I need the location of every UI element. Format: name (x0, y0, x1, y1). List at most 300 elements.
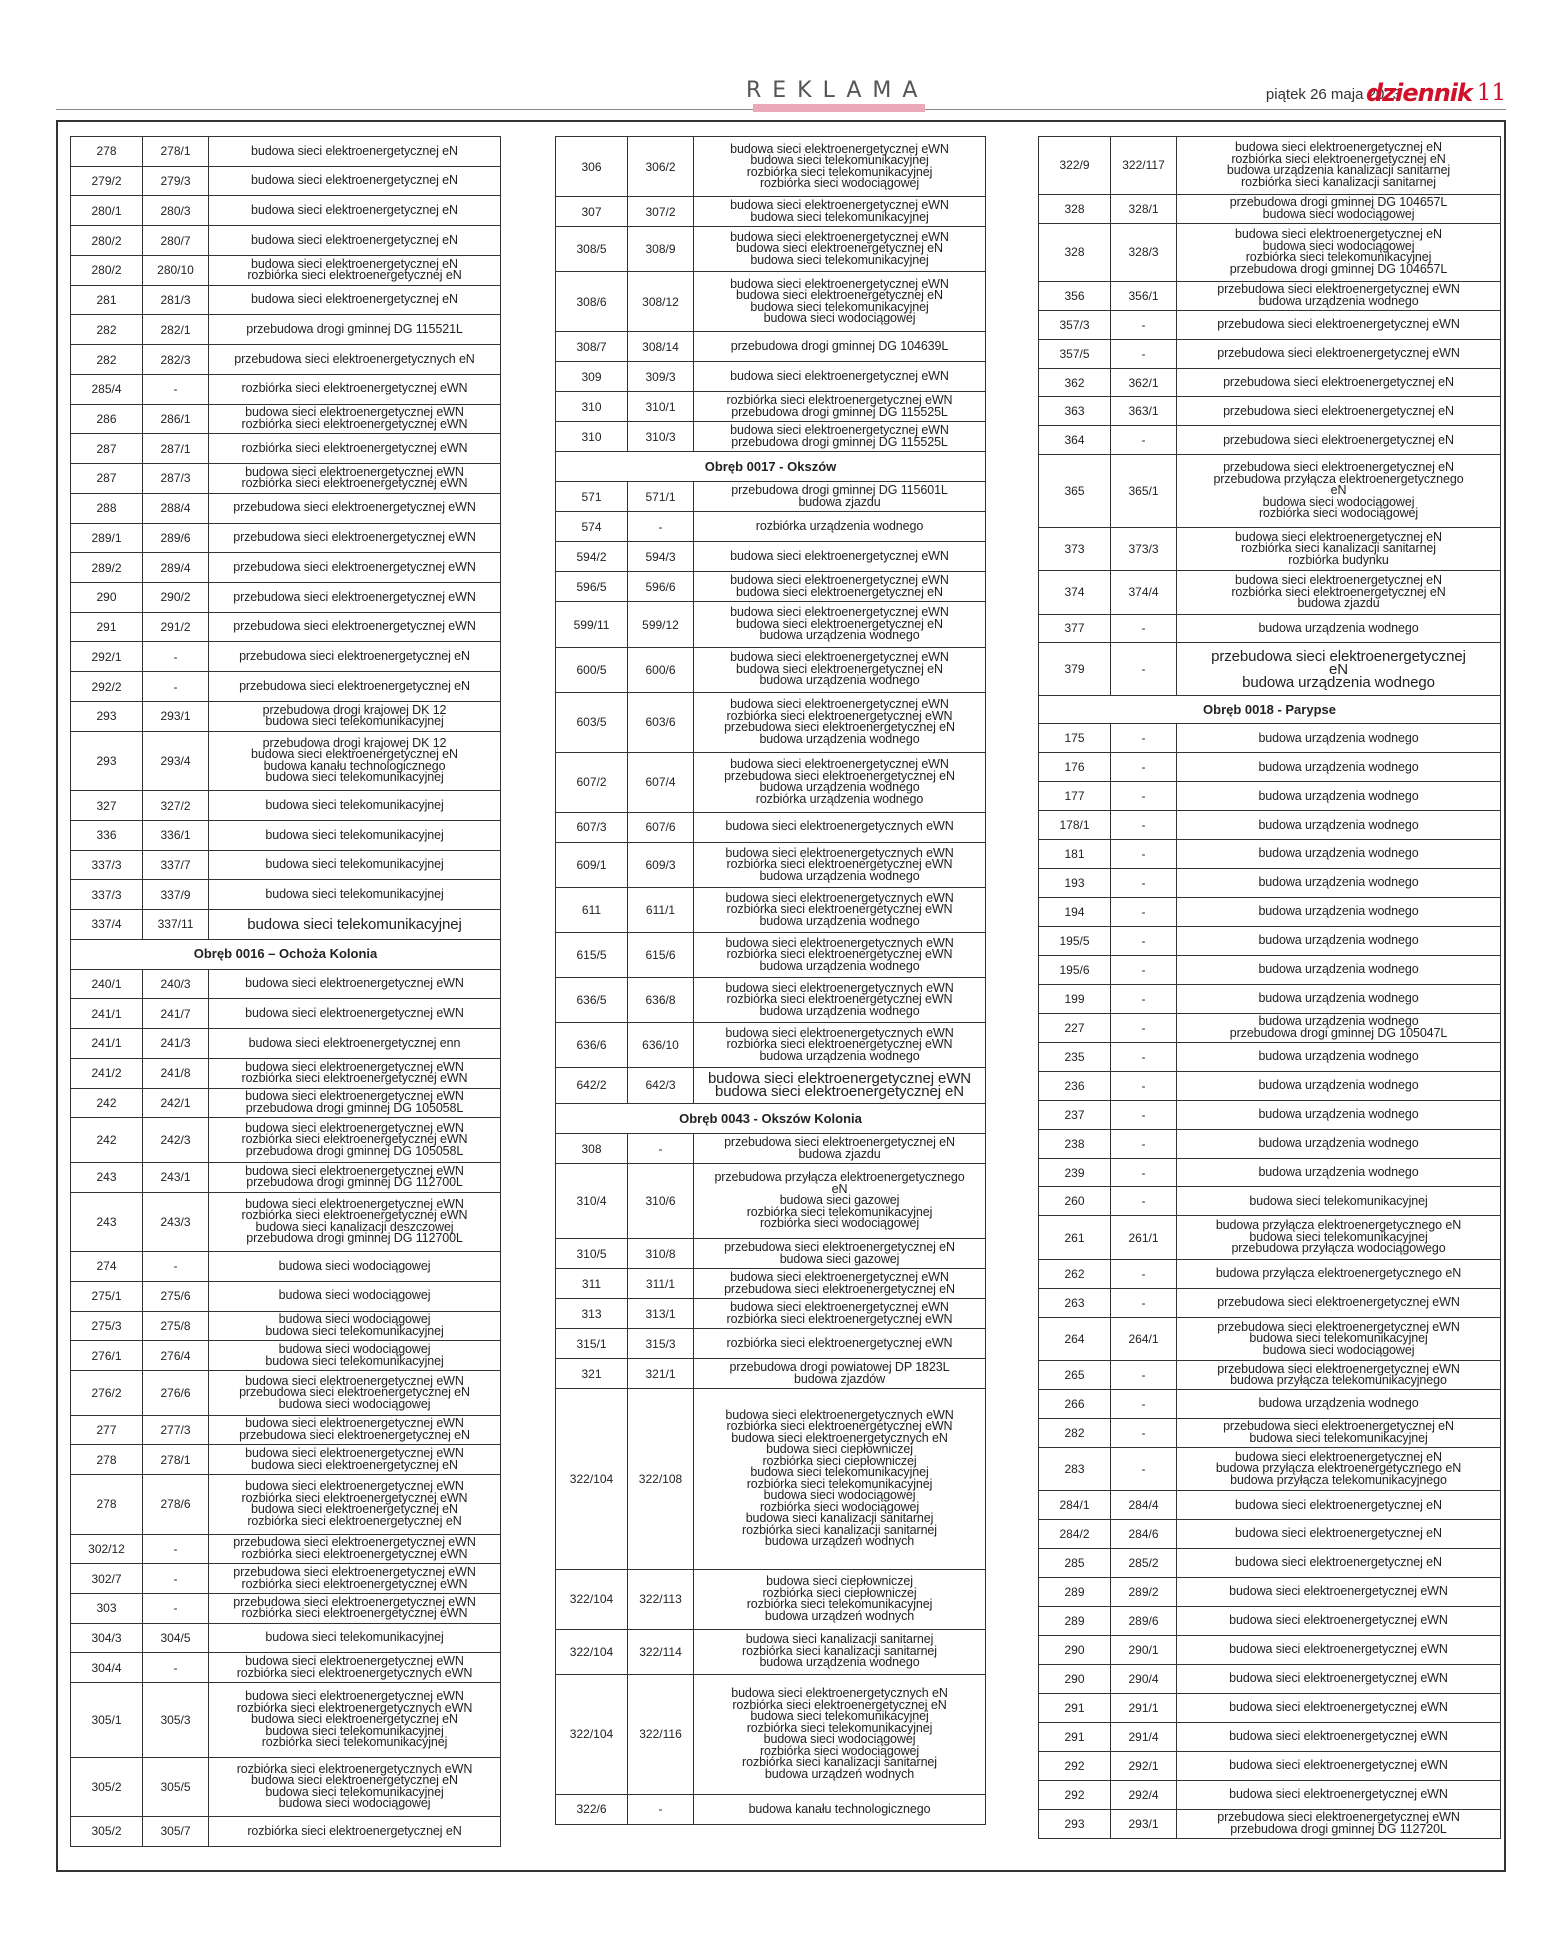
table-row (1039, 1418, 1501, 1447)
work-description-line: budowa sieci elektroenergetycznej eN (1235, 1497, 1442, 1512)
work-description-line: budowa sieci elektroenergetycznych eWN (725, 935, 954, 950)
work-description-line: budowa sieci elektroenergetycznej eWN (245, 1196, 464, 1211)
parcel-after-division-cell: 607/6 (628, 812, 694, 842)
parcel-number-cell: 289/2 (71, 553, 143, 583)
work-description-line: przebudowa sieci elektroenergetycznej eWN (233, 530, 476, 545)
parcel-number-cell: 287 (71, 464, 143, 494)
work-description-line: przebudowa sieci elektroenergetycznej eN (724, 1281, 955, 1296)
work-description-line: budowa sieci elektroenergetycznej eN (251, 256, 458, 271)
table-row (1039, 840, 1501, 869)
parcel-number-cell: 305/2 (71, 1816, 143, 1846)
work-description-line: przebudowa drogi krajowej DK 12 (262, 735, 447, 750)
work-description-line: budowa sieci wodociągowej (763, 311, 916, 326)
work-description-cell (694, 752, 986, 812)
work-description-line: budowa sieci elektroenergetycznej eWN (730, 1270, 949, 1285)
work-description-cell (694, 887, 986, 932)
work-description-cell (694, 542, 986, 572)
work-description-line: rozbiórka sieci telekomunikacyjnej (261, 1735, 448, 1750)
parcel-number-cell: 278 (71, 137, 143, 167)
work-description-line: budowa sieci elektroenergetycznej eWN (245, 464, 464, 479)
work-description-line: budowa urządzenia wodnego (759, 780, 920, 795)
work-description-line: przebudowa przyłącza elektroenergetycznego (714, 1170, 965, 1185)
work-description-line: budowa sieci elektroenergetycznej enn (248, 1035, 461, 1050)
work-description-line: budowa sieci elektroenergetycznej eWN (730, 573, 949, 588)
work-description-line: przebudowa sieci elektroenergetycznej eN (724, 1240, 955, 1255)
parcel-after-division-cell: 292/1 (1111, 1751, 1177, 1780)
work-description-line: budowa urządzeń wodnych (764, 1608, 915, 1623)
work-description-line: budowa sieci elektroenergetycznej eWN (245, 1689, 464, 1704)
work-description-line: budowa sieci elektroenergetycznej eN (251, 292, 458, 307)
parcel-after-division-cell: 310/6 (628, 1164, 694, 1239)
work-description-cell (209, 285, 501, 315)
parcel-after-division-cell: 278/6 (143, 1475, 209, 1534)
work-description-line: budowa urządzenia wodnego (1242, 673, 1435, 691)
work-description-cell (1177, 984, 1501, 1013)
work-description-line: budowa sieci elektroenergetycznej eWN (1229, 1671, 1448, 1686)
work-description-line: budowa sieci elektroenergetycznych eWN (725, 980, 954, 995)
parcel-number-cell: 308/7 (556, 332, 628, 362)
table-row (71, 880, 501, 910)
parcel-number-cell: 310/4 (556, 1164, 628, 1239)
work-description-cell (694, 572, 986, 602)
parcel-after-division-cell: 308/14 (628, 332, 694, 362)
work-description-line: budowa sieci elektroenergetycznej eWN (730, 141, 949, 156)
parcel-after-division-cell: 337/7 (143, 850, 209, 880)
work-description-line: budowa sieci elektroenergetycznej eN (251, 203, 458, 218)
table-row (1039, 1100, 1501, 1129)
work-description-line: budowa sieci telekomunikacyjnej (750, 1465, 929, 1480)
work-description-cell (694, 272, 986, 332)
work-description-line: rozbiórka sieci ciepłowniczej (762, 1453, 917, 1468)
work-description-line: rozbiórka sieci elektroenergetycznej eWN (241, 1576, 468, 1591)
parcel-number-cell: 304/4 (71, 1653, 143, 1683)
work-description-line: przebudowa sieci elektroenergetycznej eN (1223, 403, 1454, 418)
work-description-line: rozbiórka sieci elektroenergetycznych eWN (236, 1665, 473, 1680)
work-description-line: rozbiórka sieci elektroenergetycznej eWN (241, 1071, 468, 1086)
work-description-line: przebudowa drogi gminnej DG 112720L (1230, 1821, 1447, 1836)
work-description-line: rozbiórka sieci elektroenergetycznej eWN (241, 440, 468, 455)
work-description-line: budowa sieci telekomunikacyjnej (265, 1723, 444, 1738)
parcel-after-division-cell: - (143, 1593, 209, 1623)
table-row (71, 850, 501, 880)
work-description-cell (209, 374, 501, 404)
table-row (1039, 571, 1501, 614)
work-description-line: budowa sieci elektroenergetycznych eWN (725, 1407, 954, 1422)
parcel-number-cell: 594/2 (556, 542, 628, 572)
work-description-cell (209, 1475, 501, 1534)
table-row (71, 404, 501, 434)
work-description-cell (1177, 527, 1501, 570)
parcel-number-cell: 336 (71, 820, 143, 850)
work-description-line: budowa sieci telekomunikacyjnej (265, 770, 444, 785)
parcel-number-cell: 261 (1039, 1216, 1111, 1259)
table-row (556, 1674, 986, 1794)
section-heading: Obręb 0017 - Okszów (556, 452, 986, 482)
work-description-line: budowa sieci kanalizacji sanitarnej (745, 1511, 934, 1526)
work-description-line: przebudowa sieci elektroenergetycznej (1211, 647, 1466, 665)
work-description-line: rozbiórka sieci elektroenergetycznej eWN (726, 393, 953, 408)
parcel-after-division-cell: 293/4 (143, 731, 209, 790)
parcel-number-cell: 178/1 (1039, 811, 1111, 840)
table-row (1039, 1216, 1501, 1259)
work-description-line: budowa sieci wodociągowej (1262, 494, 1415, 509)
work-description-cell (1177, 223, 1501, 281)
parcel-after-division-cell: 280/3 (143, 196, 209, 226)
work-description-cell (1177, 1100, 1501, 1129)
parcel-number-cell: 176 (1039, 753, 1111, 782)
work-description-line: budowa sieci telekomunikacyjnej (265, 886, 444, 901)
work-description-line: budowa sieci wodociągowej (278, 1796, 431, 1811)
work-description-line: budowa sieci kanalizacji deszczowej (255, 1219, 454, 1234)
parcel-after-division-cell: - (1111, 1071, 1177, 1100)
parcel-number-cell: 278 (71, 1475, 143, 1534)
work-description-line: rozbiórka sieci elektroenergetycznej eWN (726, 992, 953, 1007)
work-description-line: przebudowa przyłącza wodociągowego (1231, 1241, 1446, 1256)
work-description-line: przebudowa sieci elektroenergetycznej eN (239, 1427, 470, 1442)
parcel-after-division-cell: 337/11 (143, 910, 209, 940)
work-description-cell (209, 226, 501, 256)
work-description-cell (209, 255, 501, 285)
work-description-line: przebudowa drogi gminnej DG 112700L (246, 1231, 463, 1246)
table-row (556, 1269, 986, 1299)
work-description-line: budowa sieci elektroenergetycznych eWN (725, 1025, 954, 1040)
work-description-line: przebudowa sieci elektroenergetycznej eWN (1217, 1294, 1460, 1309)
parcel-after-division-cell: - (1111, 1361, 1177, 1390)
table-row (71, 1162, 501, 1192)
parcel-after-division-cell: 309/3 (628, 362, 694, 392)
parcel-number-cell: 235 (1039, 1042, 1111, 1071)
work-description-line: rozbiórka sieci elektroenergetycznej eWN (241, 476, 468, 491)
work-description-line: budowa sieci elektroenergetycznej eN (1235, 140, 1442, 155)
table-row (71, 701, 501, 731)
work-description-cell (1177, 1187, 1501, 1216)
parcel-number-cell: 327 (71, 791, 143, 821)
work-description-line: przebudowa drogi gminnej DG 115525L (731, 434, 948, 449)
table-row (556, 1329, 986, 1359)
work-description-cell (209, 404, 501, 434)
work-description-cell (209, 315, 501, 345)
parcel-after-division-cell: 308/12 (628, 272, 694, 332)
work-description-cell (1177, 1361, 1501, 1390)
parcel-number-cell: 603/5 (556, 692, 628, 752)
parcel-after-division-cell: 289/6 (1111, 1607, 1177, 1636)
work-description-line: przebudowa sieci elektroenergetycznej eN (1223, 374, 1454, 389)
work-description-cell (694, 692, 986, 752)
parcel-number-cell: 290 (1039, 1664, 1111, 1693)
work-description-line: budowa sieci elektroenergetycznej eN (251, 747, 458, 762)
parcel-after-division-cell: 356/1 (1111, 281, 1177, 310)
parcel-number-cell: 607/3 (556, 812, 628, 842)
parcel-after-division-cell: 284/6 (1111, 1520, 1177, 1549)
parcel-number-cell: 611 (556, 887, 628, 932)
work-description-cell (694, 362, 986, 392)
table-row (1039, 811, 1501, 840)
work-description-line: budowa sieci elektroenergetycznej eN (736, 661, 943, 676)
table-row (71, 791, 501, 821)
work-description-line: rozbiórka urządzenia wodnego (755, 791, 924, 806)
work-description-cell (209, 969, 501, 999)
parcel-after-division-cell: 243/3 (143, 1192, 209, 1251)
table-row (556, 1359, 986, 1389)
parcel-number-cell: 305/2 (71, 1757, 143, 1816)
parcel-after-division-cell: - (1111, 782, 1177, 811)
work-description-line: budowa urządzeń wodnych (764, 1534, 915, 1549)
table-row (1039, 1664, 1501, 1693)
parcel-number-cell: 337/4 (71, 910, 143, 940)
work-description-line: rozbiórka sieci elektroenergetycznej eWN (726, 902, 953, 917)
work-description-cell (209, 1445, 501, 1475)
parcel-number-cell: 237 (1039, 1100, 1111, 1129)
table-row (1039, 1549, 1501, 1578)
parcel-after-division-cell: 289/4 (143, 553, 209, 583)
work-description-line: przebudowa sieci elektroenergetycznej eN (1223, 460, 1454, 475)
parcel-after-division-cell: - (1111, 1129, 1177, 1158)
parcel-number-cell: 362 (1039, 368, 1111, 397)
work-description-line: budowa sieci elektroenergetycznej eN (1235, 1555, 1442, 1570)
work-description-line: budowa urządzenia wodnego (1258, 904, 1419, 919)
work-description-line: rozbiórka sieci elektroenergetycznej eWN (241, 1132, 468, 1147)
parcel-after-division-cell: 281/3 (143, 285, 209, 315)
table-row (1039, 1578, 1501, 1607)
work-description-line: budowa sieci elektroenergetycznej eN (251, 1502, 458, 1517)
parcel-after-division-cell: - (143, 374, 209, 404)
parcel-after-division-cell: 305/7 (143, 1816, 209, 1846)
parcel-number-cell: 290 (1039, 1636, 1111, 1665)
parcel-after-division-cell: 276/6 (143, 1370, 209, 1415)
work-description-cell (1177, 1390, 1501, 1419)
work-description-line: budowa sieci elektroenergetycznej eWN (730, 229, 949, 244)
work-description-line: budowa sieci elektroenergetycznych eWN (725, 819, 954, 834)
table-row (71, 1370, 501, 1415)
parcel-number-cell: 322/9 (1039, 137, 1111, 195)
parcel-number-cell: 199 (1039, 984, 1111, 1013)
parcel-after-division-cell: - (1111, 1447, 1177, 1490)
work-description-line: przebudowa sieci elektroenergetycznej eWN (1217, 345, 1460, 360)
work-description-line: budowa sieci elektroenergetycznych eWN (725, 890, 954, 905)
work-description-line: budowa przyłącza telekomunikacyjnego (1230, 1472, 1447, 1487)
parcel-after-division-cell: 278/1 (143, 137, 209, 167)
parcel-after-division-cell: 305/3 (143, 1683, 209, 1757)
table-row (71, 1192, 501, 1251)
work-description-line: budowa sieci elektroenergetycznej eWN (1229, 1700, 1448, 1715)
work-description-cell (1177, 1216, 1501, 1259)
work-description-cell (1177, 898, 1501, 927)
work-description-line: budowa urządzenia wodnego (1258, 1014, 1419, 1029)
work-description-line: budowa sieci telekomunikacyjnej (1249, 1229, 1428, 1244)
work-description-line: budowa sieci elektroenergetycznej eN (251, 1457, 458, 1472)
parcel-after-division-cell: 322/117 (1111, 137, 1177, 195)
parcel-after-division-cell: 276/4 (143, 1341, 209, 1371)
work-description-cell (1177, 1288, 1501, 1317)
table-row (556, 1794, 986, 1824)
work-description-line: budowa sieci elektroenergetycznej eN (714, 1083, 965, 1101)
parcel-number-cell: 193 (1039, 869, 1111, 898)
table-row (1039, 955, 1501, 984)
parcel-number-cell: 322/104 (556, 1389, 628, 1569)
work-description-line: przebudowa drogi gminnej DG 115525L (731, 404, 948, 419)
parcel-after-division-cell: 322/116 (628, 1674, 694, 1794)
work-description-line: budowa sieci elektroenergetycznej eWN (730, 605, 949, 620)
table-row (1039, 1693, 1501, 1722)
work-description-cell (694, 1389, 986, 1569)
parcel-after-division-cell: 313/1 (628, 1299, 694, 1329)
parcel-after-division-cell: 315/3 (628, 1329, 694, 1359)
work-description-cell (209, 553, 501, 583)
table-row (71, 999, 501, 1029)
parcel-after-division-cell: - (1111, 1288, 1177, 1317)
work-description-line: przebudowa drogi gminnej DG 104657L (1229, 261, 1448, 276)
work-description-cell (1177, 1549, 1501, 1578)
section-row (556, 452, 986, 482)
work-description-cell (209, 493, 501, 523)
work-description-line: rozbiórka sieci elektroenergetycznej eN (1231, 151, 1446, 166)
work-description-line: budowa urządzenia wodnego (759, 673, 920, 688)
work-description-line: budowa sieci elektroenergetycznej eWN (245, 1089, 464, 1104)
table-row (1039, 1607, 1501, 1636)
work-description-cell (1177, 1664, 1501, 1693)
work-description-line: budowa sieci elektroenergetycznej eN (1235, 573, 1442, 588)
work-description-line: budowa sieci wodociągowej (278, 1396, 431, 1411)
parcel-after-division-cell: 328/3 (1111, 223, 1177, 281)
work-description-cell (209, 1058, 501, 1088)
parcel-number-cell: 240/1 (71, 969, 143, 999)
parcel-number-cell: 282 (71, 315, 143, 345)
work-description-line: rozbiórka sieci elektroenergetycznej eWN (726, 857, 953, 871)
parcel-number-cell: 291 (1039, 1722, 1111, 1751)
work-description-line: budowa sieci elektroenergetycznej eWN (730, 697, 949, 712)
table-row (556, 542, 986, 572)
work-description-line: rozbiórka sieci elektroenergetycznych eWN (236, 1761, 473, 1776)
parcel-number-cell: 596/5 (556, 572, 628, 602)
parcel-number-cell: 311 (556, 1269, 628, 1299)
table-row (556, 272, 986, 332)
table-row (71, 523, 501, 553)
work-description-cell (209, 701, 501, 731)
parcel-after-division-cell: - (143, 1534, 209, 1564)
work-description-line: budowa sieci elektroenergetycznej eN (736, 584, 943, 599)
work-description-cell (694, 1134, 986, 1164)
work-description-cell (1177, 1447, 1501, 1490)
work-description-line: budowa urządzeń wodnych (764, 1766, 915, 1781)
work-description-line: rozbiórka budynku (1288, 552, 1389, 567)
work-description-line: rozbiórka sieci telekomunikacyjnej (1245, 250, 1432, 265)
work-description-line: budowa sieci ciepłowniczej (766, 1574, 913, 1589)
parcel-number-cell: 306 (556, 137, 628, 197)
parcel-number-cell: 600/5 (556, 647, 628, 692)
parcel-number-cell: 379 (1039, 643, 1111, 695)
work-description-line: budowa urządzenia wodnego (1258, 875, 1419, 890)
work-description-cell (694, 137, 986, 197)
work-description-line: budowa urządzenia wodnego (759, 1655, 920, 1670)
parcel-after-division-cell: 594/3 (628, 542, 694, 572)
table-row (1039, 984, 1501, 1013)
work-description-cell (209, 910, 501, 940)
parcel-number-cell: 293 (1039, 1809, 1111, 1838)
work-description-line: budowa kanału technologicznego (748, 1801, 931, 1816)
table-row (71, 1029, 501, 1059)
work-description-cell (209, 1534, 501, 1564)
parcel-number-cell: 607/2 (556, 752, 628, 812)
table-row (1039, 1809, 1501, 1838)
parcel-after-division-cell: 261/1 (1111, 1216, 1177, 1259)
work-description-cell (1177, 368, 1501, 397)
parcel-after-division-cell: - (628, 1134, 694, 1164)
table-row (556, 197, 986, 227)
parcel-number-cell: 313 (556, 1299, 628, 1329)
table-row (71, 1252, 501, 1282)
parcel-after-division-cell: 290/4 (1111, 1664, 1177, 1693)
parcel-number-cell: 599/11 (556, 602, 628, 647)
work-description-line: budowa sieci elektroenergetycznej eWN (245, 1120, 464, 1135)
work-description-line: budowa urządzenia wodnego (759, 731, 920, 746)
parcel-number-cell: 286 (71, 404, 143, 434)
work-description-line: przebudowa drogi gminnej DG 115601L (731, 483, 948, 498)
table-row (71, 464, 501, 494)
table-row (1039, 1520, 1501, 1549)
work-description-cell (209, 850, 501, 880)
table-row (1039, 426, 1501, 455)
parcel-number-cell: 289/1 (71, 523, 143, 553)
table-row (71, 374, 501, 404)
parcel-number-cell: 264 (1039, 1317, 1111, 1360)
work-description-line: budowa sieci elektroenergetycznej eN (1235, 227, 1442, 242)
parcel-number-cell: 241/2 (71, 1058, 143, 1088)
parcel-number-cell: 280/2 (71, 226, 143, 256)
work-description-cell (694, 1329, 986, 1359)
table-row (556, 692, 986, 752)
work-description-line: rozbiórka sieci elektroenergetycznej eWN (241, 1546, 468, 1561)
work-description-cell (694, 1629, 986, 1674)
work-description-line: rozbiórka sieci elektroenergetycznej eN (1231, 584, 1446, 599)
parcel-number-cell: 310 (556, 422, 628, 452)
table-row (1039, 1780, 1501, 1809)
parcel-number-cell: 285 (1039, 1549, 1111, 1578)
parcel-after-division-cell: 293/1 (143, 701, 209, 731)
table-row (71, 493, 501, 523)
work-description-cell (1177, 1013, 1501, 1042)
table-row (71, 1118, 501, 1163)
table-row (1039, 869, 1501, 898)
table-row (1039, 397, 1501, 426)
parcel-number-cell: 181 (1039, 840, 1111, 869)
table-row (1039, 782, 1501, 811)
table-row (556, 422, 986, 452)
parcel-number-cell: 274 (71, 1252, 143, 1282)
table-row (1039, 753, 1501, 782)
parcel-number-cell: 337/3 (71, 880, 143, 910)
work-description-cell (1177, 1722, 1501, 1751)
parcel-after-division-cell: - (1111, 724, 1177, 753)
work-description-cell (694, 227, 986, 272)
work-description-line: rozbiórka sieci elektroenergetycznych eWN (236, 1700, 473, 1715)
work-description-line: budowa sieci elektroenergetycznej eWN (730, 650, 949, 665)
parcel-number-cell: 304/3 (71, 1623, 143, 1653)
table-row (556, 932, 986, 977)
work-description-cell (1177, 571, 1501, 614)
parcel-number-cell: 308 (556, 1134, 628, 1164)
parcel-after-division-cell: - (1111, 1100, 1177, 1129)
work-description-line: budowa sieci wodociągowej (763, 1732, 916, 1747)
parcel-number-cell: 308/6 (556, 272, 628, 332)
work-description-line: rozbiórka sieci telekomunikacyjnej (746, 164, 933, 179)
work-description-cell (694, 932, 986, 977)
table-row (556, 887, 986, 932)
work-description-cell (1177, 1578, 1501, 1607)
parcel-after-division-cell: 362/1 (1111, 368, 1177, 397)
table-row (1039, 194, 1501, 223)
work-description-cell (209, 1118, 501, 1163)
work-description-line: budowa urządzenia wodnego (1258, 962, 1419, 977)
